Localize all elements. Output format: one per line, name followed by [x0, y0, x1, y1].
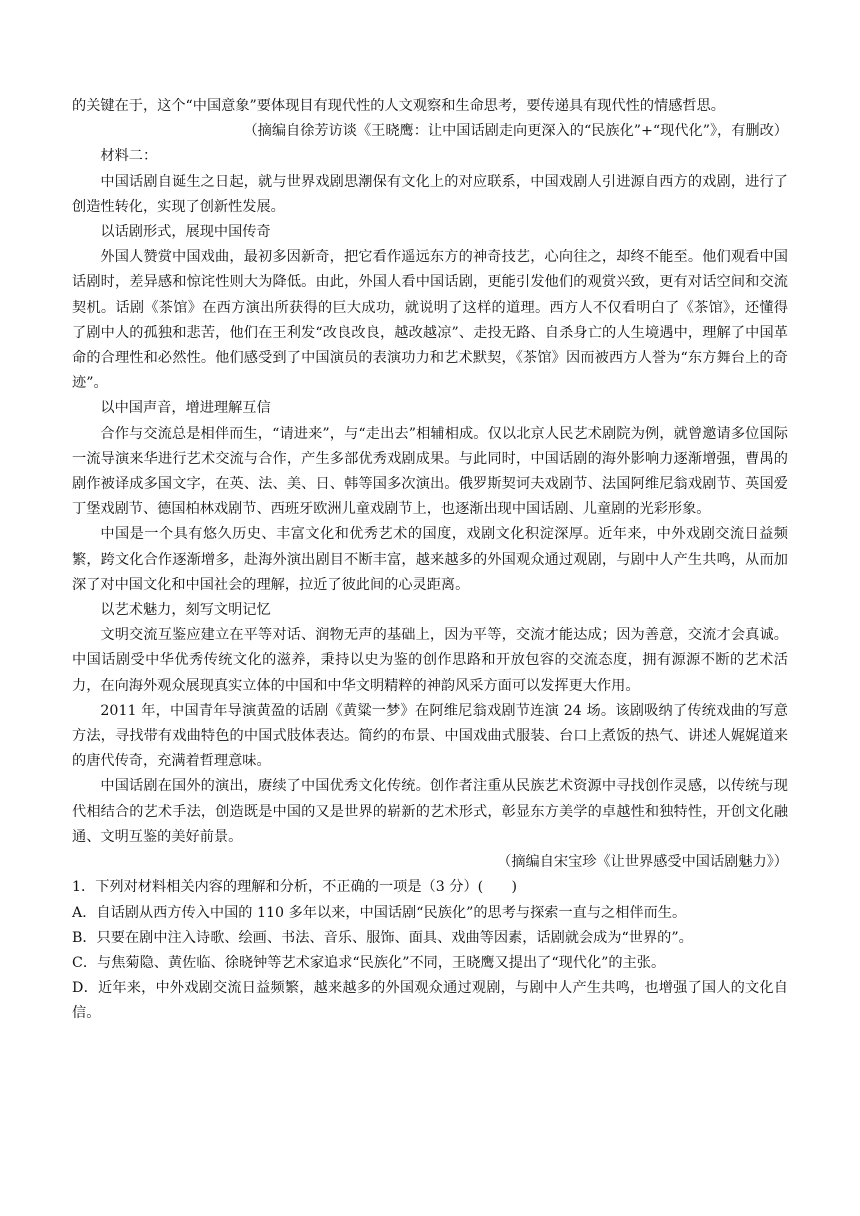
source-citation-2: （摘编自宋宝珍《让世界感受中国话剧魅力》） — [497, 854, 788, 871]
material-2-heading: 材料二： — [100, 148, 158, 165]
source-citation-1: （摘编自徐芳访谈《王晓鹰：让中国话剧走向更深入的“民族化”+“现代化”》，有删改） — [243, 123, 788, 140]
paragraph: 中国话剧自诞生之日起，就与世界戏剧思潮保有文化上的对应联系，中国戏剧人引进源自西方的戏剧，进行了创造性转化，实现了创新性发展。 — [72, 173, 788, 215]
option-d: D．近年来，中外戏剧交流日益频繁，越来越多的外国观众通过观剧，与剧中人产生共鸣，也增强了国人的文化自信。 — [72, 980, 788, 1022]
question-stem: 1．下列对材料相关内容的理解和分析，不正确的一项是（3 分）( ) — [72, 879, 518, 896]
section-subheading: 以中国声音，增进理解互信 — [100, 400, 271, 417]
paragraph: 外国人赞赏中国戏曲，最初多因新奇，把它看作遥远东方的神奇技艺，心向往之，却终不能至。他们观看中国话剧时，差异感和惊诧性则大为降低。由此，外国人看中国话剧，更能引发他们的观赏兴致，更有对话空间和交流契机。话剧《茶馆》在西方演出所获得的巨大成功，就说明了这样的道理。西方人不仅看明白了《茶馆》，还懂得了剧中人的孤独和悲苦，他们在王利发“改良改良，越改越凉”、走投无路、自杀身亡的人生境遇中，理解了中国革命的合理性和必然性。他们感受到了中国演员的表演功力和艺术默契，《茶馆》因而被西方人誉为“东方舞台上的奇迹”。 — [72, 249, 788, 392]
paragraph: 中国是一个具有悠久历史、丰富文化和优秀艺术的国度，戏剧文化积淀深厚。近年来，中外戏剧交流日益频繁，跨文化合作逐渐增多，赴海外演出剧目不断丰富，越来越多的外国观众通过观剧，与剧中人产生共鸣，从而加深了对中国文化和中国社会的理解，拉近了彼此间的心灵距离。 — [72, 526, 788, 593]
paragraph: 文明交流互鉴应建立在平等对话、润物无声的基础上，因为平等，交流才能达成；因为善意，交流才会真诚。中国话剧受中华优秀传统文化的滋养，秉持以史为鉴的创作思路和开放包容的交流态度，拥有源源不断的艺术活力，在向海外观众展现真实立体的中国和中华文明精粹的神韵风采方面可以发挥更大作用。 — [72, 627, 788, 694]
option-b: B．只要在剧中注入诗歌、绘画、书法、音乐、服饰、面具、戏曲等因素，话剧就会成为“世界的”。 — [72, 929, 693, 946]
paragraph: 中国话剧在国外的演出，赓续了中国优秀文化传统。创作者注重从民族艺术资源中寻找创作灵感，以传统与现代相结合的艺术手法，创造既是中国的又是世界的崭新的艺术形式，彰显东方美学的卓越性和独特性，开创文化融通、文明互鉴的美好前景。 — [72, 778, 788, 845]
paragraph-continued: 的关键在于，这个“中国意象”要体现目有现代性的人文观察和生命思考，要传递具有现代性的情感哲思。 — [72, 98, 725, 114]
paragraph: 2011 年，中国青年导演黄盈的话剧《黄粱一梦》在阿维尼翁戏剧节连演 24 场。该剧吸纳了传统戏曲的写意方法，寻找带有戏曲特色的中国式肢体表达。简约的布景、中国戏曲式服装、台口上煮饭的热气、讲述人娓娓道来的唐代传奇，充满着哲理意味。 — [72, 702, 788, 770]
paragraph: 合作与交流总是相伴而生，“请进来”，与“走出去”相辅相成。仅以北京人民艺术剧院为例，就曾邀请多位国际一流导演来华进行艺术交流与合作，产生多部优秀戏剧成果。与此同时，中国话剧的海外影响力逐渐增强，曹禺的剧作被译成多国文字，在英、法、美、日、韩等国多次演出。俄罗斯契诃夫戏剧节、法国阿维尼翁戏剧节、英国爱丁堡戏剧节、德国柏林戏剧节、西班牙欧洲儿童戏剧节上，也逐渐出现中国话剧、儿童剧的光彩形象。 — [72, 425, 788, 518]
section-subheading: 以艺术魅力，刻写文明记忆 — [100, 602, 271, 619]
option-a: A．自话剧从西方传入中国的 110 多年以来，中国话剧“民族化”的思考与探索一直与之相伴而生。 — [72, 904, 687, 921]
option-c: C．与焦菊隐、黄佐临、徐晓钟等艺术家追求“民族化”不同，王晓鹰又提出了“现代化”的主张。 — [72, 954, 666, 971]
section-subheading: 以话剧形式，展现中国传奇 — [100, 224, 271, 241]
